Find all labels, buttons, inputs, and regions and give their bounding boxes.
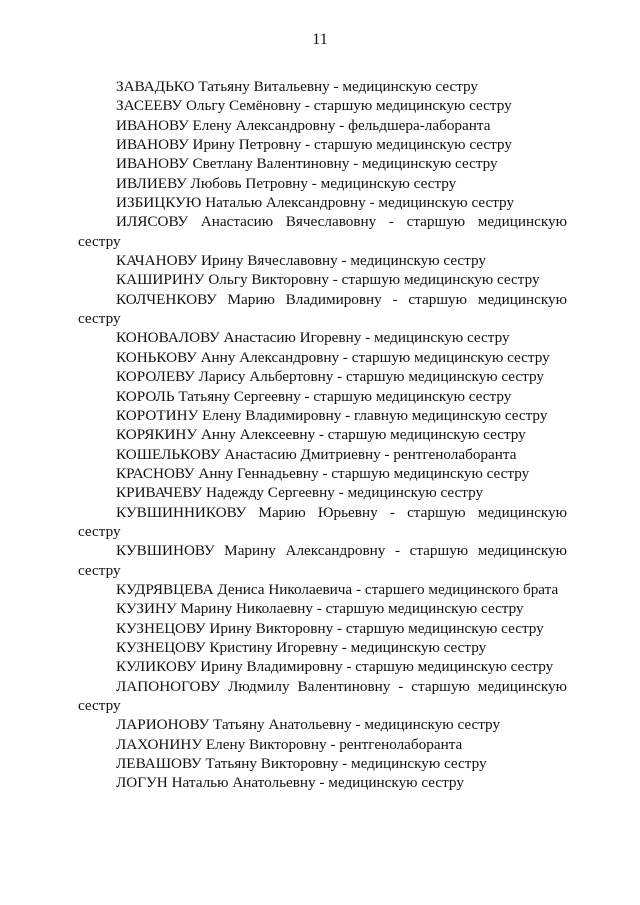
list-item: КУЗИНУ Марину Николаевну - старшую медицинскую сестру bbox=[116, 600, 524, 618]
list-item: КУВШИННИКОВУ Марию Юрьевну - старшую медицинскую сестру bbox=[78, 503, 567, 540]
list-item: ЛОГУН Наталью Анатольевну - медицинскую сестру bbox=[116, 774, 464, 792]
list-item: КУВШИНОВУ Марину Александровну - старшую медицинскую сестру bbox=[78, 542, 567, 579]
list-item: КУЛИКОВУ Ирину Владимировну - старшую медицинскую сестру bbox=[116, 658, 554, 676]
list-item: ЛАХОНИНУ Елену Викторовну - рентгенолаборанта bbox=[116, 735, 463, 753]
list-item: КАШИРИНУ Ольгу Викторовну - старшую медицинскую сестру bbox=[116, 271, 540, 289]
list-item: ИВАНОВУ Елену Александровну - фельдшера-лаборанта bbox=[116, 116, 491, 134]
list-item: КУЗНЕЦОВУ Ирину Викторовну - старшую медицинскую сестру bbox=[116, 619, 544, 637]
list-item: ИЛЯСОВУ Анастасию Вячеславовну - старшую медицинскую сестру bbox=[78, 213, 567, 250]
list-item: КОНЬКОВУ Анну Александровну - старшую медицинскую сестру bbox=[116, 348, 550, 366]
list-item: ИВЛИЕВУ Любовь Петровну - медицинскую сестру bbox=[116, 174, 457, 192]
list-item: КОРОТИНУ Елену Владимировну - главную медицинскую сестру bbox=[116, 406, 548, 424]
list-item: КУЗНЕЦОВУ Кристину Игоревну - медицинскую сестру bbox=[116, 638, 487, 656]
list-item: КОНОВАЛОВУ Анастасию Игоревну - медицинскую сестру bbox=[116, 329, 510, 347]
list-item: КРИВАЧЕВУ Надежду Сергеевну - медицинскую сестру bbox=[116, 484, 484, 502]
list-item: ИЗБИЦКУЮ Наталью Александровну - медицинскую сестру bbox=[116, 194, 515, 212]
list-item: ЛАПОНОГОВУ Людмилу Валентиновну - старшую медицинскую сестру bbox=[78, 677, 567, 714]
list-item: КРАСНОВУ Анну Геннадьевну - старшую медицинскую сестру bbox=[116, 464, 530, 482]
list-item: КОШЕЛЬКОВУ Анастасию Дмитриевну - рентгенолаборанта bbox=[116, 445, 517, 463]
list-item: ЗАСЕЕВУ Ольгу Семёновну - старшую медицинскую сестру bbox=[116, 97, 512, 115]
list-item: КУДРЯВЦЕВА Дениса Николаевича - старшего медицинского брата bbox=[116, 580, 559, 598]
list-item: ИВАНОВУ Светлану Валентиновну - медицинскую сестру bbox=[116, 155, 498, 173]
list-item: КАЧАНОВУ Ирину Вячеславовну - медицинскую сестру bbox=[116, 252, 486, 270]
list-item: КОРЯКИНУ Анну Алексеевну - старшую медицинскую сестру bbox=[116, 426, 526, 444]
list-item: КОРОЛЬ Татьяну Сергеевну - старшую медицинскую сестру bbox=[116, 387, 512, 405]
staff-list bbox=[78, 77, 567, 793]
list-item: ЗАВАДЬКО Татьяну Витальевну - медицинскую сестру bbox=[116, 78, 478, 95]
list-item: КОЛЧЕНКОВУ Марию Владимировну - старшую медицинскую сестру bbox=[78, 290, 567, 328]
page-number: 11 bbox=[312, 31, 328, 48]
list-item: ЛЕВАШОВУ Татьяну Викторовну - медицинскую сестру bbox=[116, 755, 487, 773]
list-item: КОРОЛЕВУ Ларису Альбертовну - старшую медицинскую сестру bbox=[116, 368, 544, 386]
list-item: ЛАРИОНОВУ Татьяну Анатольевну - медицинскую сестру bbox=[116, 716, 501, 734]
list-item: ИВАНОВУ Ирину Петровну - старшую медицинскую сестру bbox=[116, 136, 512, 154]
